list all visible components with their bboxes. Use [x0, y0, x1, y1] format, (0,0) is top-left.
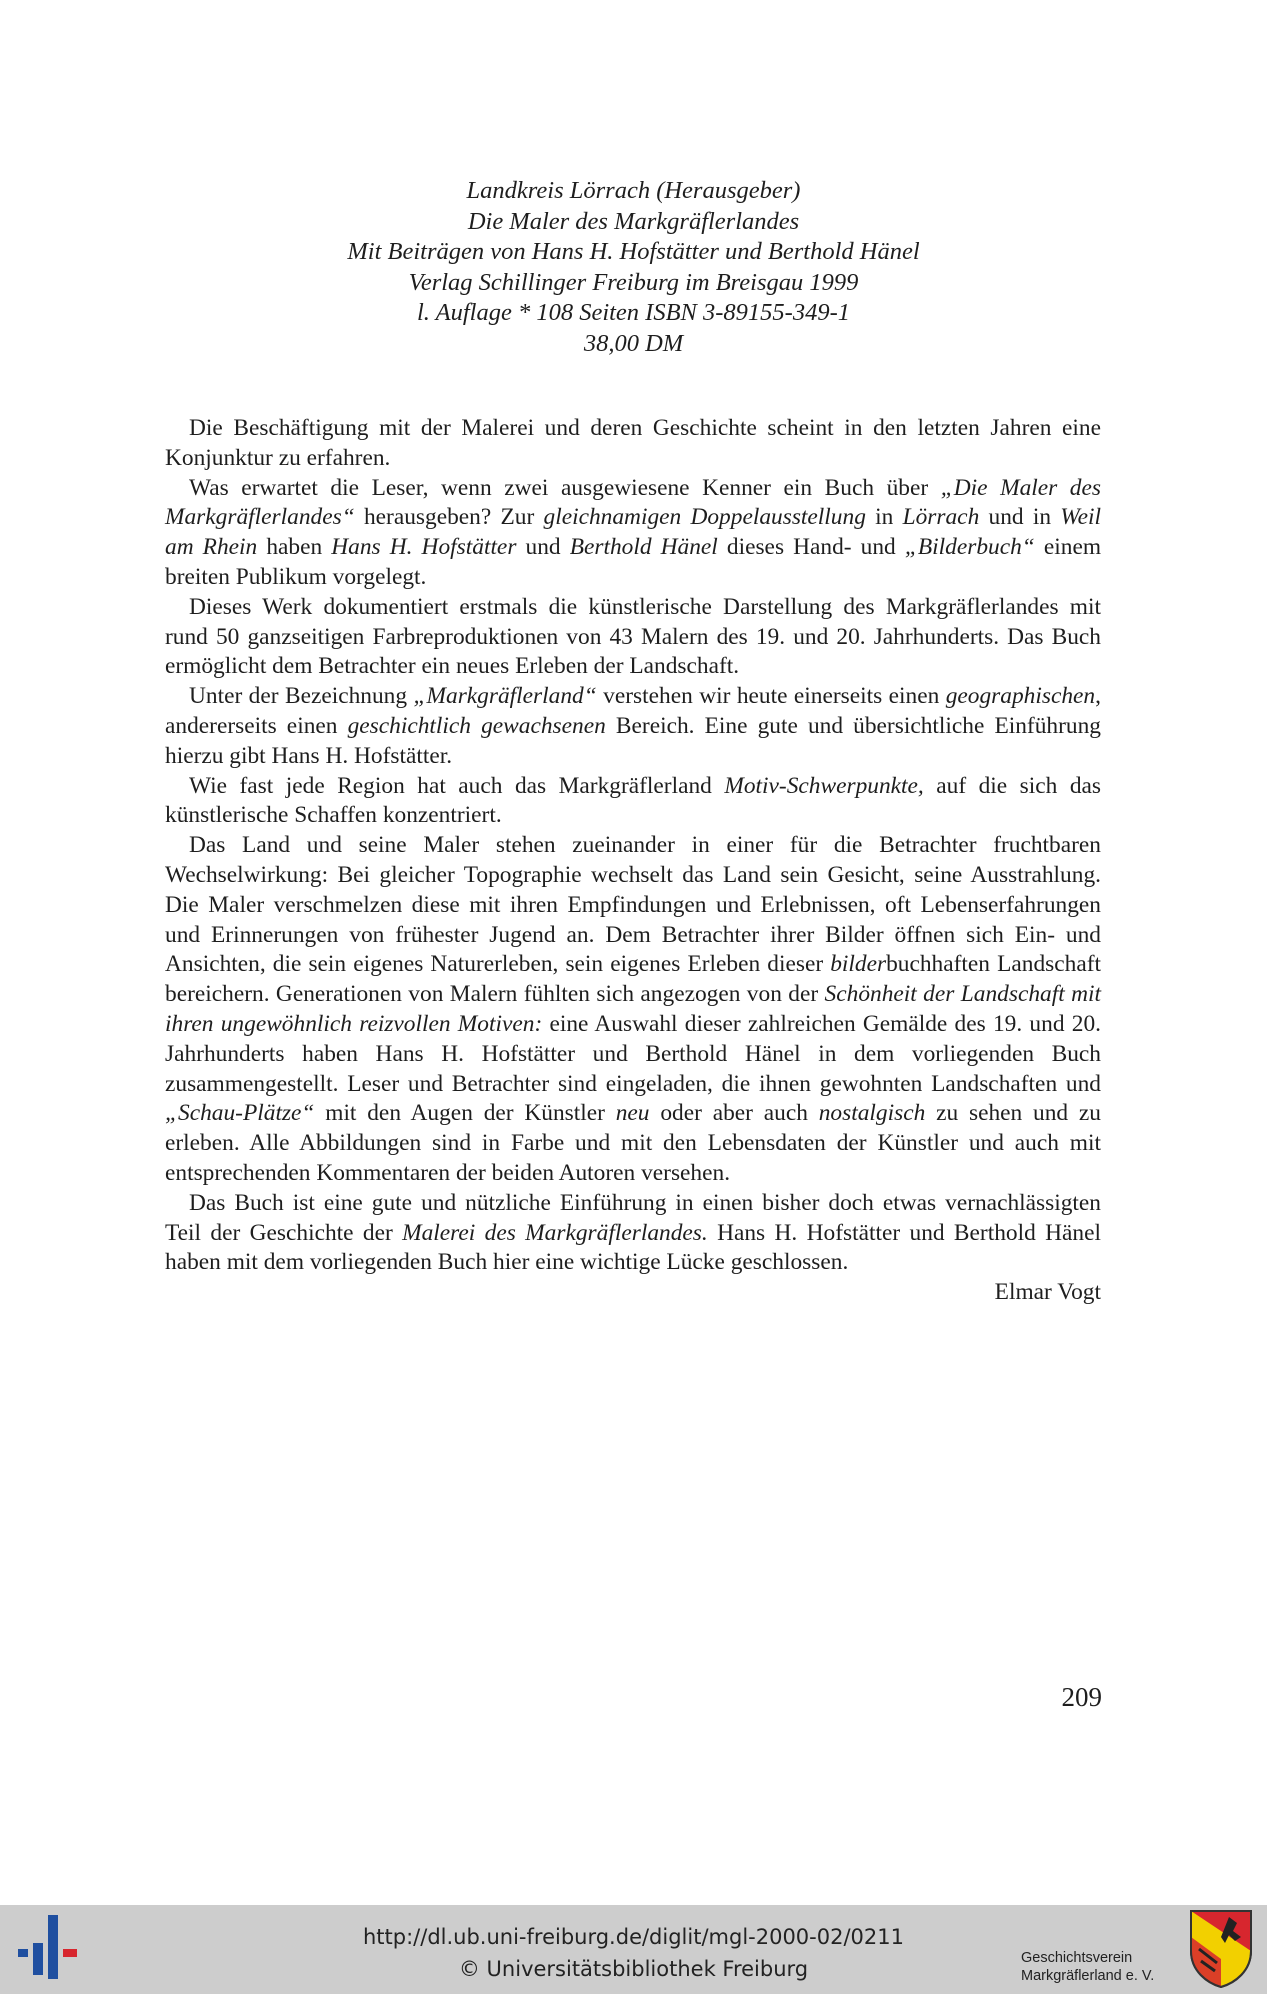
paragraph-6: Das Land und seine Maler stehen zueinander in einer für die Betrachter fruchtbaren Wechselwirkung: Bei gleicher Topographie wechselt das Land sein Gesicht, seine Ausstrahlung. Die Maler verschmelzen diese mit ihren Empfindungen und Erlebnissen, oft Lebenserfahrungen und Erinnerungen von frühester Jugend an. Dem Betrachter ihrer Bilder öffnen sich Ein- und Ansichten, die sein eigenes Naturerleben, sein eigenes Erleben dieser bilderbuchhaften Landschaft bereichern. Generationen von Malern fühlten sich angezogen von der Schönheit der Landschaft mit ihren ungewöhnlich reizvollen Motiven: eine Auswahl dieser zahlreichen Gemälde des 19. und 20. Jahrhunderts haben Hans H. Hofstätter und Berthold Hänel in dem vorliegenden Buch zusammengestellt. Leser und Betrachter sind eingeladen, die ihnen gewohnten Landschaften und „Schau-Plätze“ mit den Augen der Künstler neu oder aber auch nostalgisch zu sehen und zu erleben. Alle Abbildungen sind in Farbe und mit den Lebensdaten der Künstler und auch mit entsprechenden Kommentaren der beiden Autoren versehen. [165, 832, 1102, 1186]
citation-editor: Landkreis Lörrach (Herausgeber) [466, 177, 801, 204]
paragraph-7: Das Buch ist eine gute und nützliche Einführung in einen bisher doch etwas vernachlässigten Teil der Geschichte der Malerei des Markgräflerlandes. Hans H. Hofstätter und Berthold Hänel haben mit dem vorliegenden Buch hier eine wichtige Lücke geschlossen. [165, 1189, 1101, 1276]
citation-contributors: Mit Beiträgen von Hans H. Hofstätter und Berthold Hänel [347, 238, 920, 265]
footer-copyright: © Universitätsbibliothek Freiburg [458, 1957, 809, 1981]
citation-price: 38,00 DM [583, 329, 684, 357]
review-text [165, 414, 1101, 1308]
book-citation [0, 176, 1267, 359]
footer-bar [0, 1905, 1267, 1994]
citation-title: Die Maler des Markgräflerlandes [467, 207, 800, 235]
page-number: 209 [1061, 1682, 1102, 1712]
society-name [1021, 1949, 1154, 1985]
citation-edition: l. Auflage * 108 Seiten ISBN 3-89155-349-1 [417, 299, 850, 326]
society-line-1: Geschichtsverein [1021, 1950, 1133, 1966]
coat-of-arms-icon [1189, 1909, 1253, 1989]
review-author: Elmar Vogt [994, 1279, 1101, 1306]
paragraph-3: Dieses Werk dokumentiert erstmals die künstlerische Darstellung des Markgräflerlandes mit rund 50 ganzseitigen Farbreproduktionen von 43 Malern des 19. und 20. Jahrhunderts. Das Buch ermöglicht dem Betrachter ein neues Erleben der Landschaft. [165, 593, 1101, 680]
citation-publisher: Verlag Schillinger Freiburg im Breisgau 1999 [408, 268, 859, 296]
footer-url[interactable]: http://dl.ub.uni-freiburg.de/diglit/mgl-2000-02/0211 [362, 1925, 904, 1949]
paragraph-2: Was erwartet die Leser, wenn zwei ausgewiesene Kenner ein Buch über „Die Maler des Markgräflerlandes“ herausgeben? Zur gleichnamigen Doppelausstellung in Lörrach und in Weil am Rhein haben Hans H. Hofstätter und Berthold Hänel dieses Hand- und „Bilderbuch“ einem breiten Publikum vorgelegt. [165, 474, 1102, 590]
paragraph-1: Die Beschäftigung mit der Malerei und deren Geschichte scheint in den letzten Jahren eine Konjunktur zu erfahren. [165, 415, 1101, 471]
society-line-2: Markgräflerland e. V. [1021, 1968, 1155, 1984]
paragraph-4: Unter der Bezeichnung „Markgräflerland“ verstehen wir heute einerseits einen geographischen, andererseits einen geschichtlich gewachsenen Bereich. Eine gute und übersichtliche Einführung hierzu gibt Hans H. Hofstätter. [165, 683, 1101, 769]
paragraph-5: Wie fast jede Region hat auch das Markgräflerland Motiv-Schwerpunkte, auf die sich das künstlerische Schaffen konzentriert. [165, 772, 1101, 829]
